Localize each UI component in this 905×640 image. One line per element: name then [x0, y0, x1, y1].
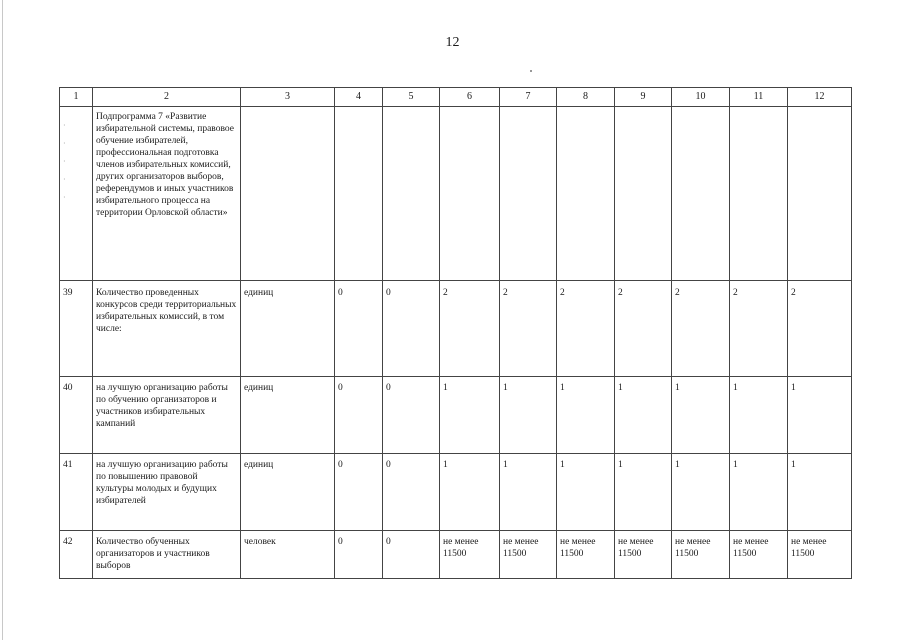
- value-cell: 2: [730, 281, 788, 377]
- value-cell: 0: [383, 531, 440, 579]
- value-cell: не менее 11500: [672, 531, 730, 579]
- column-header: 6: [440, 88, 500, 107]
- value-cell: 1: [730, 454, 788, 531]
- value-cell: 1: [615, 454, 672, 531]
- empty-cell: [241, 107, 335, 281]
- value-cell: 2: [557, 281, 615, 377]
- column-header: 3: [241, 88, 335, 107]
- row-number: 42: [60, 531, 93, 579]
- value-cell: 2: [615, 281, 672, 377]
- value-cell: не менее 11500: [615, 531, 672, 579]
- column-header: 5: [383, 88, 440, 107]
- value-cell: 1: [788, 377, 852, 454]
- empty-cell: [730, 107, 788, 281]
- empty-cell: [383, 107, 440, 281]
- column-header: 10: [672, 88, 730, 107]
- column-header: 11: [730, 88, 788, 107]
- row-number: 41: [60, 454, 93, 531]
- table-row: [60, 281, 852, 377]
- value-cell: 2: [500, 281, 557, 377]
- unit-cell: единиц: [241, 281, 335, 377]
- column-header: 8: [557, 88, 615, 107]
- value-cell: 1: [557, 377, 615, 454]
- value-cell: 0: [383, 281, 440, 377]
- table-row: [60, 531, 852, 579]
- indicators-table: [59, 87, 852, 579]
- value-cell: 0: [335, 377, 383, 454]
- value-cell: 0: [383, 377, 440, 454]
- indicator-name: Количество обученных организаторов и участников выборов: [93, 531, 241, 579]
- value-cell: 1: [500, 454, 557, 531]
- value-cell: не менее 11500: [730, 531, 788, 579]
- value-cell: 0: [335, 281, 383, 377]
- table-row: [60, 377, 852, 454]
- column-header: 2: [93, 88, 241, 107]
- indicator-name: на лучшую организацию работы по повышению правовой культуры молодых и будущих избирателей: [93, 454, 241, 531]
- value-cell: 1: [730, 377, 788, 454]
- empty-cell: [500, 107, 557, 281]
- row-number: 40: [60, 377, 93, 454]
- value-cell: 1: [672, 377, 730, 454]
- empty-cell: [672, 107, 730, 281]
- value-cell: 2: [440, 281, 500, 377]
- value-cell: 1: [557, 454, 615, 531]
- page-number: 12: [445, 35, 460, 50]
- value-cell: 1: [440, 377, 500, 454]
- column-header: 1: [60, 88, 93, 107]
- value-cell: 1: [500, 377, 557, 454]
- value-cell: не менее 11500: [500, 531, 557, 579]
- column-header: 12: [788, 88, 852, 107]
- value-cell: 0: [335, 531, 383, 579]
- empty-cell: [335, 107, 383, 281]
- value-cell: 0: [383, 454, 440, 531]
- column-header: 7: [500, 88, 557, 107]
- empty-cell: [788, 107, 852, 281]
- value-cell: 1: [672, 454, 730, 531]
- column-header: 4: [335, 88, 383, 107]
- scan-edge: [2, 0, 3, 640]
- subprogram-row: [60, 107, 852, 281]
- value-cell: 2: [672, 281, 730, 377]
- empty-cell: [557, 107, 615, 281]
- value-cell: 2: [788, 281, 852, 377]
- column-number-row: [60, 88, 852, 107]
- subprogram-title: Подпрограмма 7 «Развитие избирательной системы, правовое обучение избирателей, профессиональная подготовка членов избирательных комиссий, других организаторов выборов, референдумов и иных участников избирательного процесса на территории Орловской области»: [93, 107, 241, 281]
- value-cell: 1: [615, 377, 672, 454]
- value-cell: 0: [335, 454, 383, 531]
- value-cell: 1: [440, 454, 500, 531]
- empty-cell: [440, 107, 500, 281]
- indicator-name: Количество проведенных конкурсов среди территориальных избирательных комиссий, в том числе:: [93, 281, 241, 377]
- scan-speck: [530, 70, 532, 72]
- empty-cell: [615, 107, 672, 281]
- unit-cell: единиц: [241, 454, 335, 531]
- value-cell: не менее 11500: [557, 531, 615, 579]
- column-header: 9: [615, 88, 672, 107]
- value-cell: 1: [788, 454, 852, 531]
- unit-cell: человек: [241, 531, 335, 579]
- value-cell: не менее 11500: [788, 531, 852, 579]
- value-cell: не менее 11500: [440, 531, 500, 579]
- unit-cell: единиц: [241, 377, 335, 454]
- row-number-cell: [60, 107, 93, 281]
- indicator-name: на лучшую организацию работы по обучению организаторов и участников избирательных кампаний: [93, 377, 241, 454]
- table-row: [60, 454, 852, 531]
- row-number: 39: [60, 281, 93, 377]
- scan-dots: · · · · ·: [63, 121, 66, 202]
